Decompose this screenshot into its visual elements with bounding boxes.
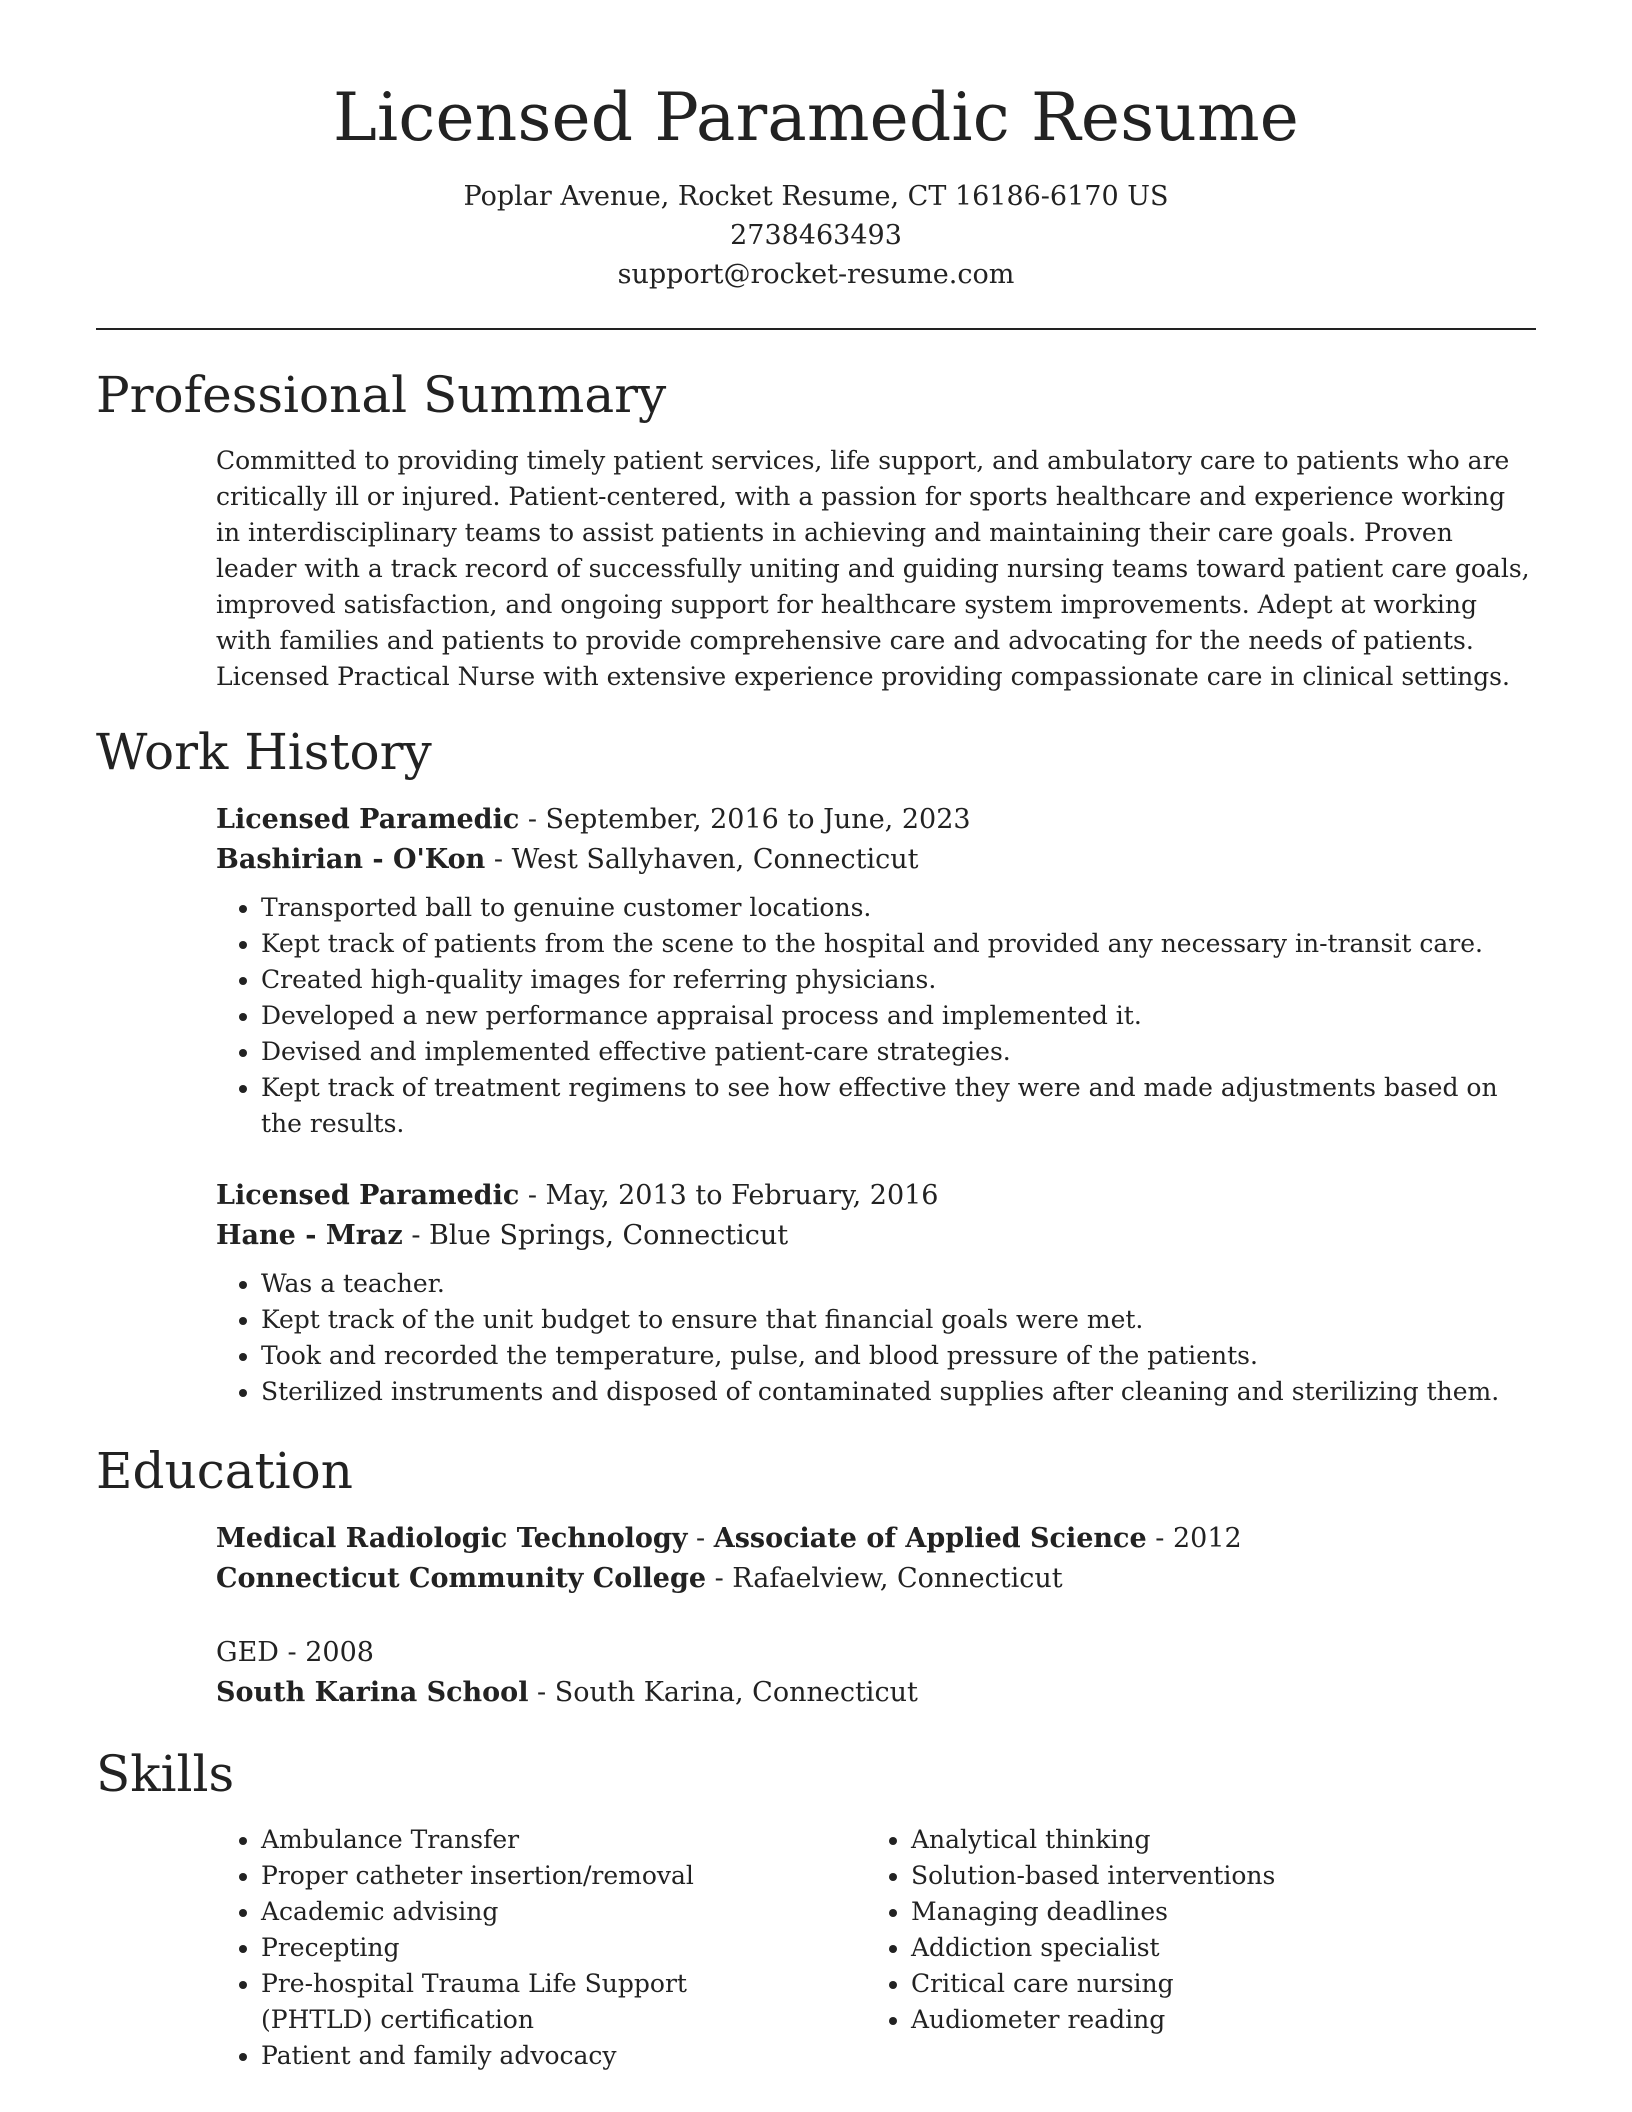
education-heading: Education <box>96 1442 353 1501</box>
education-entry <box>216 1633 1536 1713</box>
skills-grid <box>216 1822 1536 2074</box>
list-item: • Transported ball to genuine customer locations. <box>261 890 1536 926</box>
job-title-line <box>216 1176 1536 1216</box>
education-entry <box>216 1519 1536 1599</box>
contact-email: support@rocket-resume.com <box>617 259 1015 291</box>
education-degree-line <box>216 1519 1536 1559</box>
job-entry <box>216 1176 1536 1410</box>
list-item: • Critical care nursing <box>911 1966 1456 2002</box>
work-history-heading: Work History <box>96 723 432 782</box>
list-item: • Precepting <box>261 1930 806 1966</box>
job-company: Hane - Mraz <box>216 1220 403 1252</box>
job-dates: - September, 2016 to June, 2023 <box>519 804 971 836</box>
list-item: • Kept track of patients from the scene to the hospital and provided any necessary in-transit care. <box>261 926 1536 962</box>
list-item: • Addiction specialist <box>911 1930 1456 1966</box>
education-school-line <box>216 1559 1536 1599</box>
education-field: Medical Radiologic Technology <box>216 1523 688 1555</box>
list-item: • Was a teacher. <box>261 1266 1536 1302</box>
education-degree: GED <box>216 1637 279 1669</box>
work-history-section <box>216 800 1536 1410</box>
list-item: • Analytical thinking <box>911 1822 1456 1858</box>
list-item: • Kept track of the unit budget to ensure that financial goals were met. <box>261 1302 1536 1338</box>
education-school: South Karina School <box>216 1677 529 1709</box>
summary-heading: Professional Summary <box>96 366 667 425</box>
education-degree-line <box>216 1633 1536 1673</box>
summary-text: Committed to providing timely patient services, life support, and ambulatory care to patients who are critically ill or injured. Patient-centered, with a passion for sports healthcare and experience working in interdisciplinary teams to assist patients in achieving and maintaining their care goals. Proven leader with a track record of successfully uniting and guiding nursing teams toward patient care goals, improved satisfaction, and ongoing support for healthcare system improvements. Adept at working with families and patients to provide comprehensive care and advocating for the needs of patients. Licensed Practical Nurse with extensive experience providing compassionate care in clinical settings. <box>216 446 1530 692</box>
list-item: • Ambulance Transfer <box>261 1822 806 1858</box>
job-entry <box>216 800 1536 1142</box>
education-separator: - <box>687 1523 714 1555</box>
resume-header <box>96 78 1536 294</box>
skills-heading: Skills <box>96 1745 235 1804</box>
education-year: - 2008 <box>278 1637 374 1669</box>
contact-phone: 2738463493 <box>730 220 902 252</box>
job-role: Licensed Paramedic <box>216 804 520 836</box>
education-location: - South Karina, Connecticut <box>528 1677 918 1709</box>
skills-column-left <box>216 1822 806 2074</box>
summary-section <box>216 443 1536 695</box>
contact-address: Poplar Avenue, Rocket Resume, CT 16186-6170 US <box>463 181 1169 213</box>
job-duties-list <box>216 890 1536 1142</box>
education-location: - Rafaelview, Connecticut <box>706 1563 1063 1595</box>
job-role: Licensed Paramedic <box>216 1180 520 1212</box>
job-title-line <box>216 800 1536 840</box>
job-location: - Blue Springs, Connecticut <box>402 1220 789 1252</box>
list-item: • Created high-quality images for referring physicians. <box>261 962 1536 998</box>
education-year: - 2012 <box>1146 1523 1242 1555</box>
job-company-line <box>216 1216 1536 1256</box>
list-item: • Proper catheter insertion/removal <box>261 1858 806 1894</box>
education-section <box>216 1519 1536 1713</box>
job-company-line <box>216 840 1536 880</box>
job-location: - West Sallyhaven, Connecticut <box>485 844 919 876</box>
skills-list <box>866 1822 1456 2038</box>
list-item: • Pre-hospital Trauma Life Support (PHTLD) certification <box>261 1966 806 2038</box>
list-item: • Sterilized instruments and disposed of contaminated supplies after cleaning and sterilizing them. <box>261 1374 1536 1410</box>
header-divider <box>96 328 1536 330</box>
list-item: • Devised and implemented effective patient-care strategies. <box>261 1034 1536 1070</box>
resume-title: Licensed Paramedic Resume <box>332 79 1300 156</box>
skills-section <box>216 1822 1536 2074</box>
job-duties-list <box>216 1266 1536 1410</box>
education-degree: Associate of Applied Science <box>713 1523 1147 1555</box>
job-dates: - May, 2013 to February, 2016 <box>519 1180 939 1212</box>
list-item: • Academic advising <box>261 1894 806 1930</box>
list-item: • Solution-based interventions <box>911 1858 1456 1894</box>
list-item: • Managing deadlines <box>911 1894 1456 1930</box>
list-item: • Took and recorded the temperature, pulse, and blood pressure of the patients. <box>261 1338 1536 1374</box>
list-item: • Patient and family advocacy <box>261 2038 806 2074</box>
education-school-line <box>216 1673 1536 1713</box>
list-item: • Kept track of treatment regimens to see how effective they were and made adjustments based on the results. <box>261 1070 1536 1142</box>
skills-column-right <box>866 1822 1456 2074</box>
list-item: • Developed a new performance appraisal process and implemented it. <box>261 998 1536 1034</box>
education-school: Connecticut Community College <box>216 1563 707 1595</box>
skills-list <box>216 1822 806 2074</box>
job-company: Bashirian - O'Kon <box>216 844 486 876</box>
list-item: • Audiometer reading <box>911 2002 1456 2038</box>
